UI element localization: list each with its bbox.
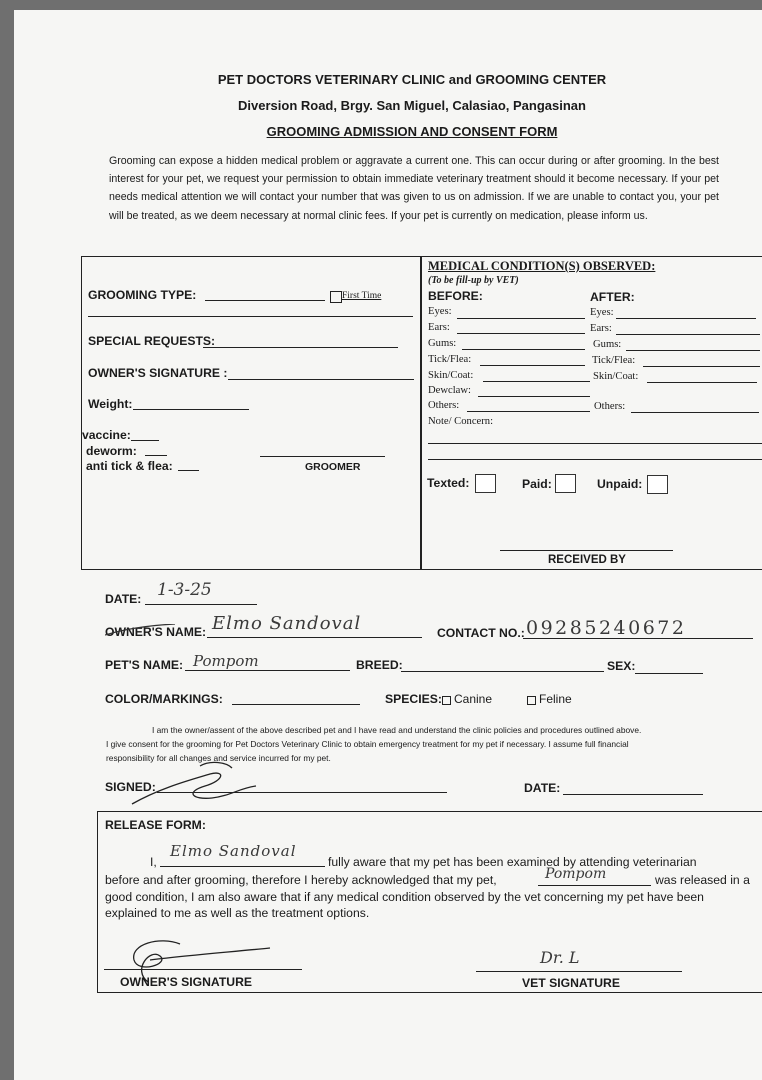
after-ears: Ears: [590, 323, 612, 334]
release-text-1: fully aware that my pet has been examined by attending veterinarian [328, 855, 697, 869]
release-text-5: explained to me as well as the treatment options. [105, 906, 370, 920]
unpaid-label: Unpaid: [597, 477, 643, 491]
note-concern-label: Note/ Concern: [428, 416, 494, 427]
before-eyes-field[interactable] [457, 318, 585, 319]
before-gums-field[interactable] [462, 349, 585, 350]
unpaid-checkbox[interactable] [647, 475, 668, 494]
date-value: 1-3-25 [157, 580, 212, 600]
species-label: SPECIES: [385, 692, 442, 706]
owner-name-strike [105, 623, 205, 635]
color-markings-label: COLOR/MARKINGS: [105, 692, 223, 706]
after-skin: Skin/Coat: [593, 371, 639, 382]
after-tick-field[interactable] [643, 366, 760, 367]
after-eyes: Eyes: [590, 307, 614, 318]
intro-paragraph: Grooming can expose a hidden medical problem or aggravate a current one. This can occur during or after grooming. In the best interest for your pet, we request your permission to obtain immediate veterinary treatment should it become necessary. If your pet needs medical attention we will contact your number that was given to us on admission. If we are unable to contact you, your pet will be treated, as we deem necessary at normal clinic fees. If your pet is currently on medication, please inform us. [109, 155, 719, 222]
feline-checkbox[interactable] [527, 696, 536, 705]
release-name-value: Elmo Sandoval [170, 842, 297, 860]
weight-label: Weight: [88, 397, 133, 411]
paid-checkbox[interactable] [555, 474, 576, 493]
sex-label: SEX: [607, 659, 636, 673]
owner-signature-image [130, 758, 270, 810]
before-dewclaw-field[interactable] [478, 396, 590, 397]
owner-name-label: OWNER'S NAME: [105, 625, 207, 639]
after-gums: Gums: [593, 339, 622, 350]
vet-signature-field[interactable] [476, 971, 682, 972]
deworm-field[interactable] [145, 455, 167, 456]
texted-label: Texted: [427, 476, 470, 490]
canine-label: Canine [454, 692, 493, 706]
after-tick: Tick/Flea: [592, 355, 636, 366]
pet-name-value: Pompom [193, 652, 259, 670]
note-line-2[interactable] [428, 459, 762, 460]
grooming-type-label: GROOMING TYPE: [88, 288, 197, 302]
special-requests-label: SPECIAL REQUESTS: [88, 334, 216, 348]
release-name-field[interactable] [160, 866, 325, 867]
vet-signature-value: Dr. L [540, 948, 580, 967]
contact-value: 09285240672 [526, 617, 687, 639]
before-ears: Ears: [428, 322, 450, 333]
date-label: DATE: [105, 592, 142, 606]
after-ears-field[interactable] [616, 334, 760, 335]
form-title: GROOMING ADMISSION AND CONSENT FORM [266, 124, 558, 139]
after-gums-field[interactable] [626, 350, 760, 351]
special-requests-field[interactable] [203, 347, 398, 348]
vet-signature-label: VET SIGNATURE [522, 976, 620, 990]
vaccine-field[interactable] [131, 440, 159, 441]
after-eyes-field[interactable] [616, 318, 756, 319]
owner-signature-field-top[interactable] [228, 379, 414, 380]
medical-title: MEDICAL CONDITION(S) OBSERVED: [428, 259, 656, 273]
consent-line-1: I am the owner/assent of the above described pet and I have read and understand the clinic policies and procedures outlined above. [152, 725, 642, 735]
after-skin-field[interactable] [647, 382, 757, 383]
release-text-3: was released in a [655, 873, 750, 887]
release-text-2: before and after grooming, therefore I hereby acknowledged that my pet, [105, 873, 497, 887]
date-field[interactable] [145, 604, 257, 605]
after-others-field[interactable] [631, 412, 759, 413]
before-skin: Skin/Coat: [428, 370, 474, 381]
first-time-label: First Time [342, 291, 382, 301]
breed-label: BREED: [356, 658, 403, 672]
before-others-field[interactable] [467, 411, 590, 412]
note-line-1[interactable] [428, 443, 762, 444]
breed-field[interactable] [401, 671, 604, 672]
weight-field[interactable] [133, 409, 249, 410]
signed-label: SIGNED: [105, 780, 156, 794]
grooming-type-extra-line[interactable] [88, 316, 413, 317]
owner-signature-label-bottom: OWNER'S SIGNATURE [120, 975, 252, 989]
received-by-line[interactable] [500, 550, 673, 551]
before-eyes: Eyes: [428, 306, 452, 317]
release-pet-field[interactable] [538, 885, 651, 886]
before-ears-field[interactable] [457, 333, 585, 334]
grooming-type-field[interactable] [205, 300, 325, 301]
first-time-checkbox[interactable] [330, 291, 342, 303]
after-others: Others: [594, 401, 626, 412]
before-skin-field[interactable] [483, 381, 590, 382]
received-by-label: RECEIVED BY [548, 554, 626, 566]
pet-name-field[interactable] [185, 670, 350, 671]
release-i-label: I, [150, 855, 157, 869]
consent-date-field[interactable] [563, 794, 703, 795]
vaccine-label: vaccine: [82, 428, 131, 442]
clinic-name: PET DOCTORS VETERINARY CLINIC and GROOMING CENTER [217, 72, 607, 87]
medical-subtitle: (To be fill-up by VET) [428, 275, 519, 286]
consent-line-3: responsibility for all changes and service incurred for my pet. [106, 753, 331, 763]
groomer-label: GROOMER [305, 461, 361, 473]
color-markings-field[interactable] [232, 704, 360, 705]
intake-table [81, 256, 762, 570]
paid-label: Paid: [522, 477, 552, 491]
texted-checkbox[interactable] [475, 474, 496, 493]
after-heading: AFTER: [590, 290, 635, 304]
before-others: Others: [428, 400, 460, 411]
before-tick-field[interactable] [480, 365, 585, 366]
owner-name-value: Elmo Sandoval [212, 613, 362, 634]
feline-label: Feline [539, 692, 572, 706]
anti-tick-field[interactable] [178, 470, 199, 471]
sex-field[interactable] [635, 673, 703, 674]
anti-tick-label: anti tick & flea: [86, 459, 173, 473]
owner-signature-label-top: OWNER'S SIGNATURE : [88, 366, 228, 380]
before-tick: Tick/Flea: [428, 354, 472, 365]
canine-checkbox[interactable] [442, 696, 451, 705]
before-heading: BEFORE: [428, 289, 483, 303]
groomer-signature-line[interactable] [260, 456, 385, 457]
contact-label: CONTACT NO.: [437, 626, 525, 640]
deworm-label: deworm: [86, 444, 137, 458]
table-divider [420, 256, 422, 569]
before-gums: Gums: [428, 338, 457, 349]
consent-line-2: I give consent for the grooming for Pet Doctors Veterinary Clinic to obtain emergency treatment for my pet if necessary. I assume full financial [106, 739, 629, 749]
pet-name-label: PET'S NAME: [105, 658, 184, 672]
consent-date-label: DATE: [524, 781, 561, 795]
release-text-4: good condition, I am also aware that if any medical condition observed by the vet concerning my pet have been [105, 890, 704, 904]
before-dewclaw: Dewclaw: [428, 385, 471, 396]
clinic-address: Diversion Road, Brgy. San Miguel, Calasiao, Pangasinan [238, 98, 586, 113]
owner-name-field[interactable] [207, 637, 422, 638]
release-pet-value: Pompom [545, 866, 607, 882]
release-title: RELEASE FORM: [105, 818, 206, 832]
